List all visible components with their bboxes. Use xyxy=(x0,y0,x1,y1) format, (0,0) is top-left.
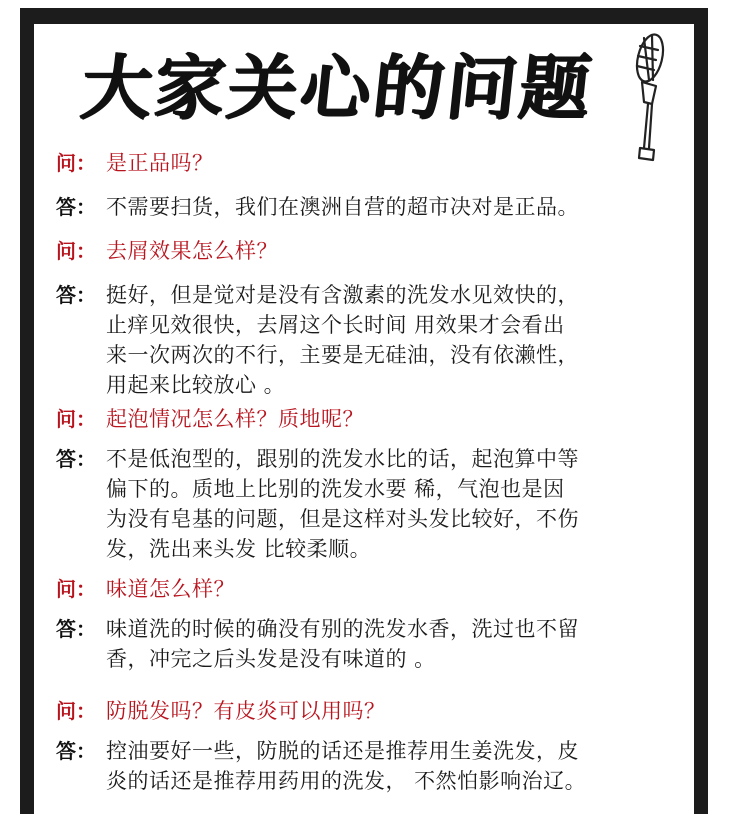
question-tag: 问： xyxy=(56,239,96,263)
answer-tag: 答： xyxy=(56,447,96,471)
question-text: 味道怎么样？ xyxy=(106,577,235,601)
answer-text: 不是低泡型的，跟别的洗发水比的话，起泡算中等 偏下的。质地上比别的洗发水要 稀，气泡也是因 为没有皂基的问题，但是这样对头发比较好，不伤 发，洗出来头发 比较柔顺。 xyxy=(106,447,579,561)
question-tag: 问： xyxy=(56,577,96,601)
page-title: 大家关心的问题 xyxy=(77,47,598,129)
question-text: 防脱发吗？有皮炎可以用吗？ xyxy=(106,699,386,723)
question-text: 起泡情况怎么样？质地呢？ xyxy=(106,407,364,431)
answer-tag: 答： xyxy=(56,617,96,641)
question-text: 是正品吗？ xyxy=(106,151,214,175)
answer-text: 味道洗的时候的确没有别的洗发水香，洗过也不留 香，冲完之后头发是没有味道的 。 xyxy=(106,617,579,671)
answer-text: 控油要好一些，防脱的话还是推荐用生姜洗发，皮 炎的话还是推荐用药用的洗发， 不然怕影响治辽。 xyxy=(106,739,587,793)
microphone-icon xyxy=(622,26,670,166)
answer-text: 挺好，但是觉对是没有含激素的洗发水见效快的， 止痒见效很快，去屑这个长时间 用效果才会看出 来一次两次的不行，主要是无硅油，没有依濑性， 用起来比较放心 。 xyxy=(106,283,579,397)
answer-tag: 答： xyxy=(56,195,96,219)
answer-tag: 答： xyxy=(56,283,96,307)
question-tag: 问： xyxy=(56,407,96,431)
question-tag: 问： xyxy=(56,151,96,175)
answer-text: 不需要扫货，我们在澳洲自营的超市决对是正品。 xyxy=(106,195,579,219)
answer-tag: 答： xyxy=(56,739,96,763)
question-tag: 问： xyxy=(56,699,96,723)
question-text: 去屑效果怎么样？ xyxy=(106,239,278,263)
